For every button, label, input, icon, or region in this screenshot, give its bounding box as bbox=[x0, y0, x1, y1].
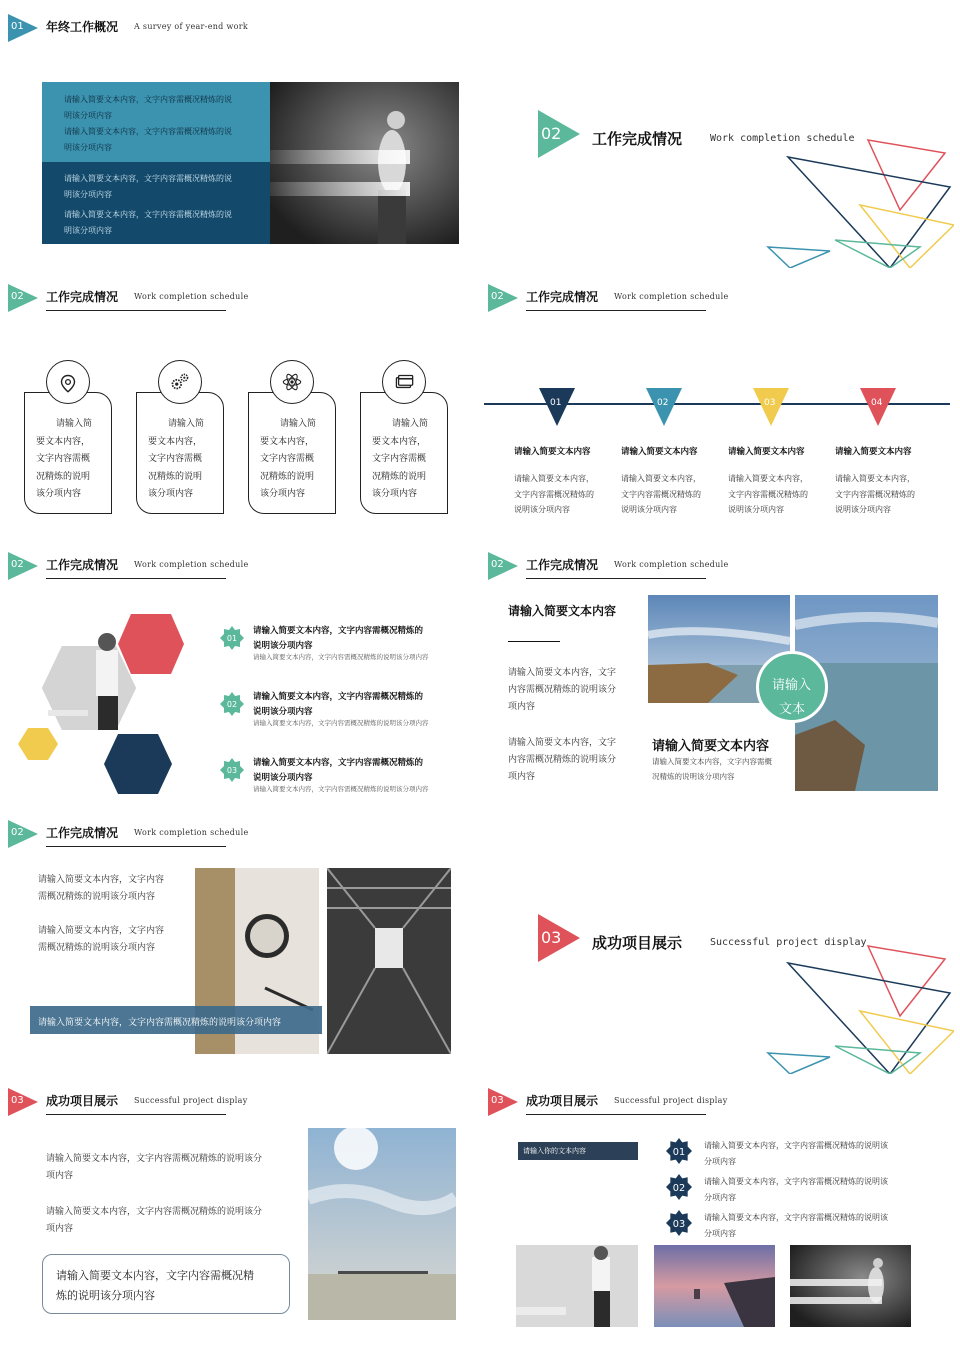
heading-rule bbox=[508, 641, 560, 642]
card-text bbox=[148, 416, 228, 504]
number-badge-icon bbox=[666, 1174, 692, 1200]
circle-text: 请输入 bbox=[772, 678, 812, 693]
slide-year-end-survey bbox=[0, 0, 474, 268]
bullet-subtext: 请输入简要文本内容，文字内容需概况精炼的说明该分项内容 bbox=[253, 719, 429, 727]
slide-subtitle: Successful project display bbox=[614, 1096, 728, 1105]
pilot-photo bbox=[516, 1245, 638, 1327]
slide-subtitle: Work completion schedule bbox=[134, 828, 249, 837]
panel-text: 明该分项内容 bbox=[64, 226, 112, 235]
header-underline bbox=[46, 310, 226, 311]
caption-heading: 请输入简要文本内容 bbox=[652, 739, 770, 754]
card-text-line: 该分项内容 bbox=[36, 489, 82, 499]
icon-circle bbox=[46, 360, 90, 404]
slide-title: 工作完成情况 bbox=[46, 826, 119, 840]
atom-icon bbox=[279, 369, 305, 395]
bullet-heading: 请输入简要文本内容，文字内容需概况精炼的 说明该分项内容 bbox=[253, 758, 424, 783]
bullet-subtext: 请输入简要文本内容，文字内容需概况精炼的说明该分项内容 bbox=[253, 653, 429, 661]
section-subtitle: Work completion schedule bbox=[710, 133, 855, 144]
svg-text:03: 03 bbox=[672, 1218, 686, 1230]
section-number: 02 bbox=[491, 291, 504, 302]
gears-icon bbox=[167, 369, 193, 395]
section-number: 02 bbox=[491, 559, 504, 570]
timeline-number: 04 bbox=[871, 398, 883, 408]
timeline-heading: 请输入简要文本内容 bbox=[514, 447, 591, 457]
decorative-triangles bbox=[760, 941, 954, 1074]
slide-subtitle: Work completion schedule bbox=[134, 292, 249, 301]
dancer-photo bbox=[790, 1245, 911, 1327]
slide-section-03-title bbox=[480, 806, 954, 1074]
timeline-heading: 请输入简要文本内容 bbox=[835, 447, 912, 457]
card-text-line: 况精炼的说明 bbox=[148, 471, 203, 482]
slide-subtitle: Successful project display bbox=[134, 1096, 248, 1105]
card-text-line: 文字内容需概 bbox=[148, 454, 203, 464]
badge-icon bbox=[220, 692, 244, 716]
slide-title: 工作完成情况 bbox=[526, 558, 599, 572]
card-text-line: 请输入简 bbox=[280, 419, 317, 429]
section-number: 03 bbox=[491, 1095, 504, 1106]
card-text-line: 况精炼的说明 bbox=[36, 471, 91, 482]
panel-text: 请输入简要文本内容，文字内容需概况精炼的说 bbox=[64, 95, 232, 104]
sunset-coast-photo bbox=[654, 1245, 775, 1327]
timeline-heading: 请输入简要文本内容 bbox=[621, 447, 698, 457]
section-number: 02 bbox=[11, 291, 24, 302]
panel-text: 明该分项内容 bbox=[64, 190, 112, 199]
section-number: 02 bbox=[11, 559, 24, 570]
paragraph: 请输入简要文本内容，文字内容需概况精炼的说明该分 项内容 bbox=[46, 1154, 263, 1181]
badge-icon bbox=[220, 626, 244, 650]
header-underline bbox=[526, 310, 706, 311]
card-text-line: 文字内容需概 bbox=[372, 454, 427, 464]
number-badge-icon bbox=[666, 1210, 692, 1236]
decorative-triangles bbox=[760, 135, 954, 268]
card-text-line: 请输入简 bbox=[392, 419, 429, 429]
bullet-heading: 请输入简要文本内容，文字内容需概况精炼的 说明该分项内容 bbox=[253, 692, 424, 717]
sea-sky-photo bbox=[308, 1128, 456, 1320]
timeline-heading: 请输入简要文本内容 bbox=[728, 447, 805, 457]
svg-text:01: 01 bbox=[226, 634, 238, 643]
tag-text: 请输入你的文本内容 bbox=[523, 1147, 586, 1155]
slide-title: 成功项目展示 bbox=[526, 1094, 599, 1108]
svg-text:02: 02 bbox=[672, 1182, 686, 1194]
header-underline bbox=[526, 1114, 706, 1115]
highlight-box-text: 请输入简要文本内容，文字内容需概况精 炼的说明该分项内容 bbox=[56, 1269, 254, 1302]
slide-title: 年终工作概况 bbox=[46, 20, 119, 34]
card-text-line: 该分项内容 bbox=[372, 489, 418, 499]
card-text-line: 要文本内容， bbox=[372, 436, 427, 447]
card-text bbox=[260, 416, 340, 504]
panel-text: 明该分项内容 bbox=[64, 111, 112, 120]
card-text-line: 要文本内容， bbox=[36, 436, 91, 447]
section-number: 02 bbox=[11, 827, 24, 838]
slide-subtitle: Work completion schedule bbox=[614, 292, 729, 301]
card-text-line: 要文本内容， bbox=[260, 436, 315, 447]
card-text-line: 该分项内容 bbox=[148, 489, 194, 499]
list-item-text: 请输入简要文本内容，文字内容需概况精炼的说明该 分项内容 bbox=[704, 1213, 888, 1238]
list-item-text: 请输入简要文本内容，文字内容需概况精炼的说明该 分项内容 bbox=[704, 1141, 888, 1166]
slide-subtitle: Work completion schedule bbox=[134, 560, 249, 569]
panel-text: 请输入简要文本内容，文字内容需概况精炼的说 bbox=[64, 210, 232, 219]
paragraph: 请输入简要文本内容，文字 内容需概况精炼的说明该分 项内容 bbox=[508, 668, 617, 712]
slide-sea-sky bbox=[0, 1074, 474, 1342]
section-number: 03 bbox=[541, 928, 562, 947]
slide-magnifier-bridge bbox=[0, 806, 474, 1074]
slide-subtitle: A survey of year-end work bbox=[134, 22, 248, 31]
slide-title: 成功项目展示 bbox=[46, 1094, 119, 1108]
caption-text: 况精炼的说明该分项内容 bbox=[652, 772, 735, 781]
timeline-number: 02 bbox=[657, 398, 669, 408]
header-underline bbox=[46, 846, 226, 847]
timeline-number: 01 bbox=[550, 398, 562, 408]
bridge-photo bbox=[327, 868, 451, 1054]
header-underline bbox=[46, 1114, 226, 1115]
card-text-line: 文字内容需概 bbox=[260, 454, 315, 464]
circle-text: 文本 bbox=[779, 702, 806, 717]
location-pin-icon bbox=[55, 369, 81, 395]
card-text-line: 况精炼的说明 bbox=[260, 471, 315, 482]
icon-circle bbox=[158, 360, 202, 404]
bullet-heading: 请输入简要文本内容，文字内容需概况精炼的 说明该分项内容 bbox=[253, 626, 424, 651]
card-text-line: 请输入简 bbox=[56, 419, 93, 429]
banner-text: 请输入简要文本内容，文字内容需概况精炼的说明该分项内容 bbox=[38, 1018, 282, 1028]
slide-subtitle: Work completion schedule bbox=[614, 560, 729, 569]
section-number: 02 bbox=[541, 124, 562, 143]
slide-title: 工作完成情况 bbox=[46, 558, 119, 572]
timeline-text: 请输入简要文本内容， 文字内容需概况精炼的 说明该分项内容 bbox=[728, 474, 808, 514]
panel-text: 明该分项内容 bbox=[64, 143, 112, 152]
card-text-line: 请输入简 bbox=[168, 419, 205, 429]
caption-text: 请输入简要文本内容，文字内容需概 bbox=[652, 757, 772, 766]
card-text-line: 文字内容需概 bbox=[36, 454, 91, 464]
credit-card-icon bbox=[391, 369, 417, 395]
dancer-photo bbox=[270, 82, 459, 244]
list-item-text: 请输入简要文本内容，文字内容需概况精炼的说明该 分项内容 bbox=[704, 1177, 888, 1202]
svg-text:01: 01 bbox=[672, 1146, 686, 1158]
paragraph: 请输入简要文本内容，文字内容 需概况精炼的说明该分项内容 bbox=[38, 875, 165, 902]
section-title: 成功项目展示 bbox=[592, 934, 683, 952]
content-heading: 请输入简要文本内容 bbox=[508, 604, 617, 618]
svg-text:03: 03 bbox=[226, 766, 238, 775]
slide-timeline bbox=[480, 270, 954, 538]
paragraph: 请输入简要文本内容，文字 内容需概况精炼的说明该分 项内容 bbox=[508, 738, 617, 782]
slide-coast-photos bbox=[480, 538, 954, 806]
section-subtitle: Successful project display bbox=[710, 937, 867, 948]
timeline-text: 请输入简要文本内容， 文字内容需概况精炼的 说明该分项内容 bbox=[514, 474, 594, 514]
badge-icon bbox=[220, 758, 244, 782]
icon-circle bbox=[382, 360, 426, 404]
slide-hexagons bbox=[0, 538, 474, 806]
section-title: 工作完成情况 bbox=[592, 130, 683, 148]
paragraph: 请输入简要文本内容，文字内容需概况精炼的说明该分 项内容 bbox=[46, 1207, 263, 1234]
hexagon-cluster bbox=[18, 610, 188, 798]
card-text bbox=[36, 416, 116, 504]
slide-project-gallery bbox=[480, 1074, 954, 1342]
header-underline bbox=[526, 578, 706, 579]
paragraph: 请输入简要文本内容，文字内容 需概况精炼的说明该分项内容 bbox=[38, 926, 165, 953]
header-underline bbox=[46, 578, 226, 579]
section-number: 03 bbox=[11, 1095, 24, 1106]
slide-section-02-title bbox=[480, 0, 954, 268]
number-badge-icon bbox=[666, 1138, 692, 1164]
icon-circle bbox=[270, 360, 314, 404]
slide-icon-cards bbox=[0, 270, 474, 538]
panel-text: 请输入简要文本内容，文字内容需概况精炼的说 bbox=[64, 127, 232, 136]
card-text-line: 况精炼的说明 bbox=[372, 471, 427, 482]
timeline-number: 03 bbox=[764, 398, 776, 408]
slide-title: 工作完成情况 bbox=[526, 290, 599, 304]
timeline-text: 请输入简要文本内容， 文字内容需概况精炼的 说明该分项内容 bbox=[835, 474, 915, 514]
slide-title: 工作完成情况 bbox=[46, 290, 119, 304]
panel-text: 请输入简要文本内容，文字内容需概况精炼的说 bbox=[64, 174, 232, 183]
svg-text:02: 02 bbox=[226, 700, 238, 709]
section-number: 01 bbox=[11, 21, 24, 32]
timeline-text: 请输入简要文本内容， 文字内容需概况精炼的 说明该分项内容 bbox=[621, 474, 701, 514]
card-text-line: 要文本内容， bbox=[148, 436, 203, 447]
bullet-subtext: 请输入简要文本内容，文字内容需概况精炼的说明该分项内容 bbox=[253, 785, 429, 793]
card-text bbox=[372, 416, 452, 504]
card-text-line: 该分项内容 bbox=[260, 489, 306, 499]
